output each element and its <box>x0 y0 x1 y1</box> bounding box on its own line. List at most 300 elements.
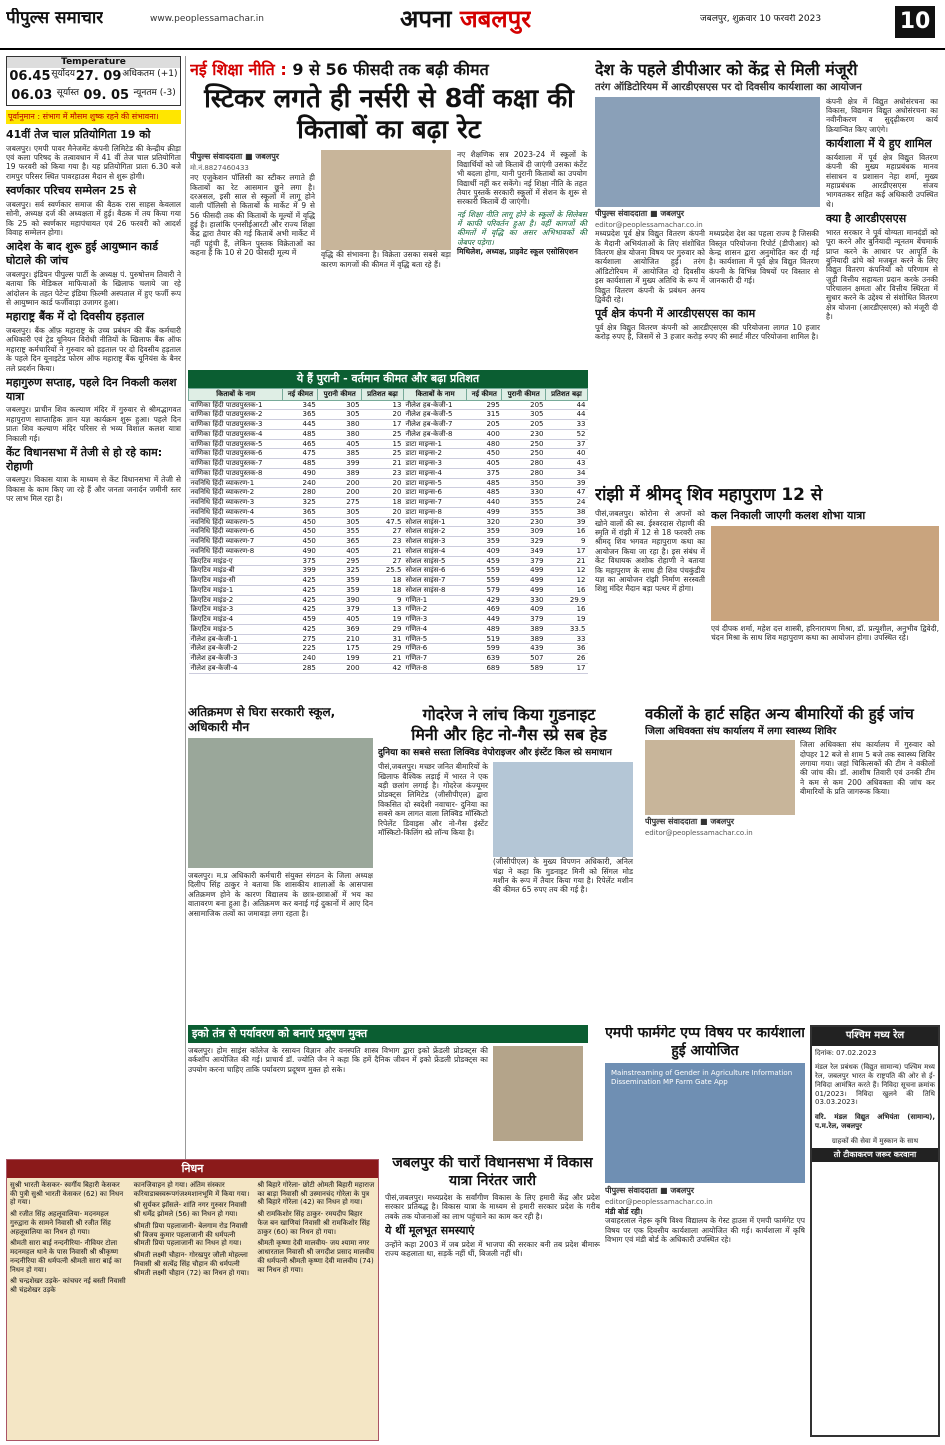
table-cell: 47 <box>546 488 588 498</box>
table-cell: 295 <box>318 556 362 566</box>
table-cell: 379 <box>318 605 362 615</box>
sunset-time: 06.03 <box>11 87 53 103</box>
table-cell: 250 <box>502 449 546 459</box>
notice-body: मंडल रेल प्रबंधक (विद्युत सामान्य) पश्चिम मध्य रेल, जबलपुर भारत के राष्ट्रपति की ओर से ई-निविदा आमंत्रित करते हैं। निविदा सूचना क्रमांक 01/2023। निविदा खुलने की तिथि 03.03.2023। <box>815 1063 935 1107</box>
table-cell: 450 <box>283 537 318 547</box>
table-cell: क्रिएटिव माइंड-5 <box>189 624 283 634</box>
table-cell: 375 <box>283 556 318 566</box>
table-cell: 19 <box>362 615 404 625</box>
table-cell: 329 <box>502 537 546 547</box>
article-text: नए एजुकेशन पॉलिसी का स्टीकर लगाते ही किताबों का रेट आसमान छूने लगा है। दरअसल, इसी साल से स्कूलों में लागू होने वाली पॉलिसी से किताबों के मार्केट में 9 से 56 फीसदी तक की किताबों के मूल्यों में वृद्धि हुई है। हालांकि एनसीईआरटी और राज्य शिक्षा केंद्र द्वारा तैयार की गई किताबें अभी मार्केट में नहीं पहुंची हैं, लेकिन पुस्तक विक्रेताओं का कहना है कि 10 से 20 फीसदी मूल्य में <box>190 173 315 258</box>
table-cell: 589 <box>502 663 546 673</box>
table-cell: 379 <box>502 556 546 566</box>
table-cell: 199 <box>318 654 362 664</box>
school-photo <box>188 738 373 868</box>
table-cell: 465 <box>283 439 318 449</box>
table-cell: 305 <box>318 517 362 527</box>
vikas-headline[interactable]: जबलपुर की चारों विधानसभा में विकास यात्रा निरंतर जारी <box>392 1155 593 1189</box>
obituary-item: श्रीमती कृष्णा देवी मालवीय- जय श्यामा नगर आधारताल निवासी श्री जगदीश प्रसाद मालवीय की धर्मपत्नी श्रीमती कृष्णा देवी मालवीय (74) का निधन हो गया। <box>257 1239 375 1274</box>
table-cell: 425 <box>283 595 318 605</box>
table-cell: 44 <box>546 400 588 410</box>
article-text: जिला अधिवक्ता संघ कार्यालय में गुरुवार को दोपहर 12 बजे से शाम 5 बजे तक स्वास्थ्य शिविर लगाया गया। जहां चिकित्सकों की टीम ने वकीलों की जांच की। डॉ. आशीष तिवारी एवं उनकी टीम ने कम से कम 200 अधिवक्ता की जांच कर बीमारियों के प्रति जागरूक किया। <box>800 740 935 797</box>
table-row <box>189 410 588 420</box>
railway-notice <box>810 1025 940 1437</box>
vikas-story <box>385 1155 600 1437</box>
obituary-item: श्री चन्द्रशेखर उड़के- कांचघर नई बस्ती निवासी श्री चंद्रशेखर उड़के <box>10 1277 126 1294</box>
article-text: मध्यप्रदेश देश का पहला राज्य है जिसकी विस्तृत परियोजना रिपोर्ट (डीपीआर) को केन्द्र शासन द्वारा अनुमोदित कर दी गई है। कार्यशाला में पूर्व क्षेत्र विद्युत वितरण कंपनी के विभिन्न विषयों पर विस्तार से जानकारी दी गई। <box>709 229 819 286</box>
lead-story <box>190 60 588 370</box>
table-cell: डाटा माइन्स-2 <box>403 449 466 459</box>
obituary-item: श्रीमती लक्ष्मी चौहान- गोरखपुर जौली मोहल्ला निवासी श्री सत्येंद्र सिंह चौहान की धर्मपत्नी श्रीमती लक्ष्मी चौहान (72) का निधन हो गया। <box>133 1251 249 1277</box>
table-cell: सोशल साइंस-5 <box>403 556 466 566</box>
table-cell: 380 <box>318 420 362 430</box>
table-cell: 389 <box>502 624 546 634</box>
table-cell: 33 <box>546 420 588 430</box>
table-cell: 330 <box>502 595 546 605</box>
table-header: किताबों के नाम <box>189 388 283 400</box>
table-cell: 405 <box>318 615 362 625</box>
table-cell: वाणिका हिंदी पाठ्यपुस्तक-2 <box>189 410 283 420</box>
table-header: प्रतिशत बढ़ा <box>546 388 588 400</box>
table-cell: 409 <box>467 546 502 556</box>
table-cell: 345 <box>283 400 318 410</box>
story-body: जबलपुर। एमपी पावर मैनेजमेंट कंपनी लिमिटेड की केन्द्रीय क्रीड़ा एवं कला परिषद के तत्वावधान में 41 वीं तेज चाल प्रतियोगिता 19 फरवरी को किया गया है। यह प्रतियोगिता प्रातः 6.30 बजे रामपुर परिसर स्थित पावरहाउस मैदान से शुरू होगी। <box>6 143 181 181</box>
table-cell: 240 <box>283 478 318 488</box>
godrej-headline-1[interactable]: गोदरेज ने लांच किया गुडनाइट <box>422 705 596 724</box>
table-row <box>189 595 588 605</box>
table-cell: 375 <box>467 468 502 478</box>
table-cell: 499 <box>502 566 546 576</box>
workshop-photo <box>493 1046 583 1141</box>
table-cell: 39 <box>546 517 588 527</box>
table-cell: 26 <box>546 654 588 664</box>
table-cell: 13 <box>362 400 404 410</box>
table-row <box>189 517 588 527</box>
table-row <box>189 663 588 673</box>
email[interactable]: editor@peoplessamachar.co.in <box>645 829 753 838</box>
table-cell: 350 <box>502 478 546 488</box>
table-cell: 305 <box>502 410 546 420</box>
table-cell: 200 <box>318 488 362 498</box>
table-cell: 280 <box>502 459 546 469</box>
table-cell: 490 <box>283 546 318 556</box>
table-row <box>189 634 588 644</box>
table-cell: 17 <box>546 663 588 673</box>
table-cell: 295 <box>467 400 502 410</box>
table-cell: 17 <box>362 420 404 430</box>
product-photo <box>493 762 633 857</box>
table-cell: क्रिएटिव माइंड-3 <box>189 605 283 615</box>
table-cell: गणित-4 <box>403 624 466 634</box>
table-cell: 459 <box>283 615 318 625</box>
table-cell: 390 <box>318 595 362 605</box>
table-cell: क्रिएटिव माइंड-ए <box>189 556 283 566</box>
table-cell: 12 <box>546 576 588 586</box>
table-cell: गणित-6 <box>403 644 466 654</box>
table-cell: 380 <box>318 429 362 439</box>
dpr-headline[interactable]: देश के पहले डीपीआर को केंद्र से मिली मंजूरी <box>595 60 858 79</box>
table-cell: 480 <box>467 439 502 449</box>
godrej-story <box>378 705 640 1020</box>
table-cell: नवनिधि हिंदी व्याकरण-3 <box>189 498 283 508</box>
table-row <box>189 468 588 478</box>
price-table-title: ये हैं पुरानी - वर्तमान कीमत और बढ़ा प्रतिशत <box>188 370 588 388</box>
table-cell: 24 <box>546 498 588 508</box>
table-cell: 405 <box>318 546 362 556</box>
table-cell: गणित-8 <box>403 663 466 673</box>
table-cell: 405 <box>467 459 502 469</box>
table-cell: 29 <box>362 624 404 634</box>
notice-tagline: तो टीकाकरण जरूर करवाना <box>812 1148 938 1162</box>
obituary-item: श्री रजीत सिंह अहलूवालिया- मदनमहल गुरुद्वारा के सामने निवासी श्री रजीत सिंह अहलूवालिया का निधन हो गया। <box>10 1210 111 1236</box>
workshop-photo <box>595 97 820 207</box>
obituary-title: निधन <box>7 1160 378 1178</box>
table-cell: डाटा माइन्स-8 <box>403 507 466 517</box>
table-cell: 355 <box>502 507 546 517</box>
table-cell: 365 <box>318 537 362 547</box>
table-cell: 21 <box>362 654 404 664</box>
table-cell: क्रिएटिव माइंड-सी <box>189 576 283 586</box>
table-cell: 20 <box>362 410 404 420</box>
table-row <box>189 624 588 634</box>
table-cell: 31 <box>362 634 404 644</box>
weather-row-sunrise <box>7 68 180 86</box>
article-text: जवाहरलाल नेहरू कृषि विश्व विद्यालय के गेस्ट हाउस में एमपी फार्मगेट एप विषय पर एक दिवसीय कार्यशाला आयोजित की गई। कार्यशाला में कृषि विभाग एवं मंडी बोर्ड के अधिकारी उपस्थित रहे। <box>605 1216 805 1244</box>
health-subhead: जिला अधिवक्ता संघ कार्यालय में लगा स्वास्थ्य शिविर <box>645 725 837 737</box>
newspaper-logo[interactable]: पीपुल्स समाचार <box>6 8 104 28</box>
shivpuran-headline[interactable]: रांझी में श्रीमद् शिव महापुराण 12 से <box>595 485 823 505</box>
story-body: जबलपुर। प्राचीन शिव कल्याण मंदिर में गुरुवार से श्रीमद्भागवत महापुराण साप्ताहिक ज्ञान यज्ञ कार्यक्रम शुरू हुआ। पहले दिन प्रातः शिव कल्याण मंदिर परिसर से भव्य विशाल कलश यात्रा निकाली गई। <box>6 405 181 443</box>
story-body: जबलपुर। सर्व स्वर्णकार समाज की बैठक रास साहस केवलाल सोनी, अध्यक्ष दर्ज की अध्यक्षता में हुई। बैठक में तय किया गया कि 25 को स्वर्णकार महापंचायत एवं 26 फरवरी को आदर्श विवाह सम्मेलन होगा। <box>6 199 181 237</box>
table-cell: 325 <box>318 566 362 576</box>
table-cell: 439 <box>502 644 546 654</box>
table-row <box>189 429 588 439</box>
table-cell: नवनिधि हिंदी व्याकरण-2 <box>189 488 283 498</box>
shivpuran-subhead: कल निकाली जाएगी कलश शोभा यात्रा <box>711 509 866 523</box>
table-cell: क्रिएटिव माइंड-2 <box>189 595 283 605</box>
table-cell: 599 <box>467 644 502 654</box>
table-cell: 40 <box>546 449 588 459</box>
table-cell: नीलेश हब-केजी-8 <box>403 429 466 439</box>
weather-title: Temperature <box>7 57 180 68</box>
article-text: जबलपुर। होम साइंस कॉलेज के रसायन विज्ञान और वनस्पति शास्त्र विभाग द्वारा इको फ्रेंडली प्रोडक्ट्स की वर्कशॉप आयोजित की गई। प्राचार्य डॉ. ज्योति जैन ने कहा कि हमें दैनिक जीवन में इको फ्रेंडली प्रोडक्ट्स का उपयोग करना चाहिए ताकि पर्यावरण प्रदूषण मुक्त हो सके। <box>188 1045 488 1074</box>
farmgate-headline[interactable]: एमपी फार्मगेट एप्प विषय पर कार्यशाला हुई आयोजित <box>605 1025 805 1059</box>
table-cell: 425 <box>283 605 318 615</box>
table-header: नई कीमत <box>467 388 502 400</box>
page-number: 10 <box>895 6 935 38</box>
table-cell: 19 <box>546 615 588 625</box>
lead-kicker: नई शिक्षा नीति : 9 से 56 फीसदी तक बढ़ी कीमत <box>190 60 489 79</box>
table-cell: नीलेश हब-केजी-4 <box>189 663 283 673</box>
table-cell: 689 <box>467 663 502 673</box>
section-name: जबलपुर <box>459 5 532 33</box>
article-text: (जीसीपीएल) के मुख्य विपणन अधिकारी, अनिल चंद्रा ने कहा कि गुडनाइट मिनी को सिंगल मोड मशीन के रूप में तैयार किया गया है। रिपेलेंट मशीन की कीमत 65 रुपए तय की गई है। <box>493 857 633 895</box>
table-cell: वाणिका हिंदी पाठ्यपुस्तक-4 <box>189 429 283 439</box>
table-cell: 485 <box>467 478 502 488</box>
min-label: न्यूनतम (-3) <box>133 87 176 98</box>
table-cell: नीलेश हब-केजी-5 <box>403 410 466 420</box>
sunrise-label: सूर्योदय <box>51 69 75 80</box>
table-cell: 33.5 <box>546 624 588 634</box>
table-cell: 459 <box>467 556 502 566</box>
table-row <box>189 585 588 595</box>
mobile-number: मो.नं.8827460433 <box>190 164 249 173</box>
table-cell: डाटा माइन्स-1 <box>403 439 466 449</box>
table-cell: 485 <box>283 429 318 439</box>
farmgate-photo <box>605 1063 805 1183</box>
table-cell: 25.5 <box>362 566 404 576</box>
section-prefix: अपना <box>400 5 452 33</box>
weather-forecast: पूर्वानुमान : संभाग में मौसम शुष्क रहने की संभावना। <box>6 110 181 124</box>
table-cell: डाटा माइन्स-7 <box>403 498 466 508</box>
obituary-list <box>7 1178 378 1298</box>
article-text: पीसं,जबलपुर। मच्छर जनित बीमारियों के खिलाफ वैश्विक लड़ाई में भारत ने एक बड़ी छलांग लगाई है। गोदरेज कंज्यूमर प्रोडक्ट्स लिमिटेड (जीसीपीएल) द्वारा विकसित दो स्वदेशी नवाचार- दुनिया का सबसे कम लागत वाला लिक्विड मॉस्किटो रिपेलेंट डिवाइस और नो-गैस इंस्टेंट मॉस्किटो-किलिंग स्प्रे लॉन्च किया है। <box>378 762 488 837</box>
table-cell: डाटा माइन्स-5 <box>403 478 466 488</box>
obituary-item: श्री बिहारे गोरेला- छोटी ओमती बिहारी महाराज का बाड़ा निवासी श्री उस्मानचंद गोरेला के पुत्र श्री बिहारे गोरेला (42) का निधन हो गया। <box>257 1180 375 1207</box>
table-row <box>189 507 588 517</box>
story-title[interactable]: स्वर्णकार परिचय सम्मेलन 25 से <box>6 184 137 197</box>
website-url[interactable]: www.peoplessamachar.in <box>150 14 264 24</box>
table-cell: 29.9 <box>546 595 588 605</box>
table-cell: 365 <box>283 410 318 420</box>
article-text: उन्होंने कहा 2003 में जब प्रदेश में भाजपा की सरकार बनी तब प्रदेश बीमारू राज्य कहलाता था, सड़कें नहीं थीं, बिजली नहीं थी। <box>385 1239 600 1259</box>
table-cell: 205 <box>502 420 546 430</box>
table-cell: 355 <box>502 498 546 508</box>
table-cell: 52 <box>546 429 588 439</box>
table-cell: 405 <box>318 439 362 449</box>
table-cell: 175 <box>318 644 362 654</box>
dpr-subsection: पूर्व क्षेत्र कंपनी में आरडीएसएस का काम <box>595 307 756 321</box>
table-header: किताबों के नाम <box>403 388 466 400</box>
table-cell: 499 <box>502 576 546 586</box>
table-cell: गणित-2 <box>403 605 466 615</box>
obituary-item: कानजिवाहन हो गया। अंतिम संस्कार करियाडाबस्वरूपगंजश्मशानभूमि में किया गया। <box>133 1180 250 1198</box>
table-cell: नीलेश हब-केजी-1 <box>189 634 283 644</box>
railway-title: पश्चिम मध्य रेल <box>812 1027 938 1046</box>
table-row <box>189 439 588 449</box>
table-cell: 409 <box>502 605 546 615</box>
table-cell: डाटा माइन्स-6 <box>403 488 466 498</box>
table-cell: 25 <box>362 449 404 459</box>
table-cell: 489 <box>467 624 502 634</box>
table-row <box>189 400 588 410</box>
table-cell: 499 <box>502 585 546 595</box>
table-cell: 445 <box>283 420 318 430</box>
table-cell: 20 <box>362 478 404 488</box>
obituary-item: श्री रामकिशोर सिंह ठाकुर- रमयदीप बिहार फेज बन खाणियां निवासी श्री रामकिशोर सिंह ठाकुर (60) का निधन हो गया। <box>257 1210 370 1236</box>
table-cell: 17 <box>546 546 588 556</box>
table-cell: 18 <box>362 576 404 586</box>
article-text: कार्यशाला में पूर्व क्षेत्र विद्युत वितरण कंपनी की मुख्य महाप्रबंधक मानव संसाधन व प्रशासन नेहा शर्मा, मुख्य महाप्रबंधक आरडीएसएस संजय भागवतकर सहित कई अधिकारी उपस्थित थे। <box>826 152 938 209</box>
table-row <box>189 654 588 664</box>
table-cell: 27 <box>362 556 404 566</box>
sunrise-time: 06.45 <box>9 69 51 85</box>
table-cell: 485 <box>283 459 318 469</box>
godrej-headline-2[interactable]: मिनी और हिट नो-गैस स्प्रे सब हेड <box>411 725 607 744</box>
table-cell: 389 <box>502 634 546 644</box>
photo-caption: एवं दीपक शर्मा, महेश दत्त शास्त्री, हरिनारायण मिश्रा, डॉ. प्रत्यूशील, अनुभीव द्विवेदी, चंदन मिश्रा के साथ शिव महापुराण कथा का आयोजन होगा। उपस्थित रहे। <box>711 624 939 643</box>
table-cell: 399 <box>283 566 318 576</box>
table-cell: 359 <box>318 585 362 595</box>
table-cell: सोशल साइंस-2 <box>403 527 466 537</box>
table-cell: 425 <box>283 624 318 634</box>
story-body: जबलपुर। इंडियन पीपुल्स पार्टी के अध्यक्ष पं. पुरुषोत्तम तिवारी ने बताया कि मेडिकल माफियाओं के खिलाफ चलाये जा रहे आंदोलन के तहत पेटेन्ट इंडिया फ़िल्मी अस्पताल में हुए फर्जी रूप से आयुष्मान कार्ड फर्जीवाड़ा उजागर हुआ। <box>6 269 181 307</box>
table-cell: 359 <box>467 537 502 547</box>
dpr-subhead: तरंग ऑडिटोरियम में आरडीएसएस पर दो दिवसीय कार्यशाला का आयोजन <box>595 82 862 93</box>
table-cell: वाणिका हिंदी पाठ्यपुस्तक-6 <box>189 449 283 459</box>
table-cell: 280 <box>283 488 318 498</box>
byline: पीपुल्स संवाददाता ■ जबलपुर <box>605 1186 695 1195</box>
table-cell: नवनिधि हिंदी व्याकरण-5 <box>189 517 283 527</box>
table-row <box>189 576 588 586</box>
table-cell: 305 <box>318 400 362 410</box>
table-cell: 20 <box>362 507 404 517</box>
weather-row-sunset <box>7 87 180 105</box>
table-cell: 499 <box>467 507 502 517</box>
table-cell: 450 <box>283 527 318 537</box>
table-cell: 400 <box>467 429 502 439</box>
obituary-item: श्री सुर्यकर झाँसले- शांति नगर गुरुसर निवासी श्री धर्मेंद्र झोमले (56) का निधन हो गया। <box>133 1201 247 1218</box>
table-cell: सोशल साइंस-1 <box>403 517 466 527</box>
table-cell: 320 <box>467 517 502 527</box>
max-temp: 27. 09 <box>75 69 122 85</box>
email[interactable]: editor@peoplessamachar.co.in <box>595 220 703 229</box>
story-title[interactable]: आदेश के बाद शुरू हुई आयुष्मान कार्ड घोटाले की जांच <box>6 240 159 267</box>
table-cell: 43 <box>546 459 588 469</box>
table-cell: क्रिएटिव माइंड-4 <box>189 615 283 625</box>
table-cell: क्रिएटिव माइंड-बी <box>189 566 283 576</box>
table-header: पुरानी कीमत <box>318 388 362 400</box>
byline: पीपुल्स संवाददाता ■ जबलपुर <box>645 817 735 827</box>
table-cell: 275 <box>283 634 318 644</box>
story-title[interactable]: महाराष्ट्र बैंक में दो दिवसीय हड़ताल <box>6 310 144 324</box>
table-cell: 42 <box>362 663 404 673</box>
table-cell: 450 <box>467 449 502 459</box>
section-title <box>400 4 531 34</box>
eco-headline[interactable]: इको तंत्र से पर्यावरण को बनाएं प्रदूषण मुक्त <box>188 1025 588 1043</box>
table-cell: सोशल साइंस-8 <box>403 585 466 595</box>
table-cell: गणित-1 <box>403 595 466 605</box>
table-cell: 240 <box>283 654 318 664</box>
table-cell: 440 <box>467 498 502 508</box>
price-table <box>188 388 588 674</box>
table-cell: 16 <box>546 585 588 595</box>
table-row <box>189 478 588 488</box>
table-cell: 21 <box>362 546 404 556</box>
table-cell: 29 <box>362 644 404 654</box>
table-cell: 349 <box>502 546 546 556</box>
lead-headline[interactable]: स्टिकर लगते ही नर्सरी से 8वीं कक्षा की किताबों का बढ़ा रेट <box>204 84 574 146</box>
group-photo <box>711 526 939 621</box>
table-cell: 34 <box>546 468 588 478</box>
table-header: पुरानी कीमत <box>502 388 546 400</box>
table-cell: गणित-3 <box>403 615 466 625</box>
table-cell: 305 <box>318 507 362 517</box>
table-header: प्रतिशत बढ़ा <box>362 388 404 400</box>
dpr-story <box>595 60 940 480</box>
story-title[interactable]: केंट विधानसभा में तेजी से हो रहे काम: रोहाणी <box>6 445 163 473</box>
table-cell: 37 <box>546 439 588 449</box>
table-row <box>189 556 588 566</box>
health-story <box>645 705 940 1020</box>
byline: पीपुल्स संवाददाता ■ जबलपुर <box>190 152 280 162</box>
story-title[interactable]: महागुरुण सप्ताह, पहले दिन निकली कलश यात्रा <box>6 375 177 403</box>
table-row <box>189 449 588 459</box>
table-row <box>189 566 588 576</box>
table-cell: 33 <box>546 634 588 644</box>
table-row <box>189 488 588 498</box>
health-headline[interactable]: वकीलों के हार्ट सहित अन्य बीमारियों की हुई जांच <box>645 705 914 723</box>
godrej-subhead: दुनिया का सबसे सस्ता लिक्विड वेपोराइजर और इंस्टेंट किल स्प्रे समाधान <box>378 748 612 758</box>
table-cell: 579 <box>467 585 502 595</box>
story-title[interactable]: 41वीं तेज चाल प्रतियोगिता 19 को <box>6 127 151 141</box>
pull-quote: नई शिक्षा नीति लागू होने के स्कूलों के सिलेबस में काफी परिवर्तन हुआ है। वहीं कागजों की कीमतों में वृद्धि का असर अभिभावकों की जेबपर पड़ेगा। <box>457 209 587 247</box>
table-cell: नवनिधि हिंदी व्याकरण-6 <box>189 527 283 537</box>
table-cell: डाटा माइन्स-4 <box>403 468 466 478</box>
books-photo <box>321 150 451 250</box>
table-cell: 205 <box>502 400 546 410</box>
table-row <box>189 537 588 547</box>
table-row <box>189 546 588 556</box>
shivpuran-story <box>595 485 940 700</box>
table-cell: गणित-7 <box>403 654 466 664</box>
table-cell: 200 <box>318 663 362 673</box>
table-cell: सोशल साइंस-4 <box>403 546 466 556</box>
sunset-label: सूर्यास्त <box>56 87 80 98</box>
table-header: नई कीमत <box>283 388 318 400</box>
table-cell: 21 <box>362 459 404 469</box>
encroachment-headline[interactable]: अतिक्रमण से घिरा सरकारी स्कूल, अधिकारी मौन <box>188 705 336 734</box>
table-cell: 23 <box>362 537 404 547</box>
table-cell: 16 <box>546 527 588 537</box>
table-cell: 13 <box>362 605 404 615</box>
table-cell: 429 <box>467 595 502 605</box>
table-cell: 39 <box>546 478 588 488</box>
max-label: अधिकतम (+1) <box>122 69 178 80</box>
notice-footer: ग्राहकों की सेवा में मुस्कान के साथ <box>831 1136 919 1145</box>
table-row <box>189 459 588 469</box>
table-cell: 250 <box>502 439 546 449</box>
table-cell: 230 <box>502 429 546 439</box>
obituary-box <box>6 1159 379 1441</box>
weather-box <box>6 56 181 106</box>
article-text: जबलपुर। म.प्र अधिकारी कर्मचारी संयुक्त संगठन के जिला अध्यक्ष दिलीप सिंह ठाकुर ने बताया कि शासकीय शालाओं के आसपास अतिक्रमण होने के कारण विद्यालय के छात्र-छात्राओं में भय का वातावरण बना हुआ है। अतिक्रमण कर बनाई गई दुकानों में आए दिन असामाजिक तत्वों का जमावड़ा लगा रहता है। <box>188 871 373 918</box>
email[interactable]: editor@peoplessamachar.co.in <box>605 1198 713 1206</box>
table-cell: 305 <box>318 410 362 420</box>
article-text: भारत सरकार ने पूर्व योग्यता मानदंडों को पूरा करने और बुनियादी न्यूनतम बेंचमार्क प्राप्त करने के आधार पर आपूर्ति के बुनियादी ढांचे को मजबूत करने के लिए विद्युत वितरण कंपनियों को परिणाम से जुड़ी वित्तीय सहायता प्रदान करके उनकी परिचालन क्षमता और वित्तीय स्थिरता में सुधार करने के उद्देश्य से संशोधित वितरण क्षेत्र योजना (आरडीएसएस) को मंजूरी दी है। <box>826 227 938 322</box>
obituary-item: श्रीमती सारा बाई नन्दनीरिया- नीवियर टोला मदनमहल थाने के पास निवासी श्री श्रीकृष्ण नन्दनीरिया की धर्मपत्नी श्रीमती सारा बाई का निधन हो गया। <box>10 1239 122 1274</box>
table-cell: सोशल साइंस-3 <box>403 537 466 547</box>
article-text: वृद्धि की संभावना है। विक्रेता उसका सबसे बड़ा कारण कागजों की कीमत में वृद्धि बता रहे हैं। <box>321 250 451 269</box>
table-cell: 450 <box>283 517 318 527</box>
table-cell: 485 <box>467 488 502 498</box>
price-table-box <box>188 370 588 700</box>
table-row <box>189 420 588 430</box>
table-cell: क्रिएटिव माइंड-1 <box>189 585 283 595</box>
table-cell: 12 <box>546 566 588 576</box>
table-cell: 389 <box>318 468 362 478</box>
table-cell: नीलेश हब-केजी-2 <box>189 644 283 654</box>
dpr-subsection: क्या है आरडीएसएस <box>826 212 907 225</box>
table-cell: 275 <box>318 498 362 508</box>
table-cell: 9 <box>546 537 588 547</box>
article-text: नए शैक्षणिक सत्र 2023-24 में स्कूलों के विद्यार्थियों को जो किताबें दी जाएंगी उसका कंटेंट भी बदला होगा, यानी पुरानी किताबों का उपयोग विद्यार्थी नहीं कर सकेंगे। नई शिक्षा नीति के तहत तैयार पुस्तकें सरकारी स्कूलों में सेशन के शुरू से सरकारी किताबें दी जाएंगी। <box>457 150 587 207</box>
story-body: जबलपुर। बैंक ऑफ़ महाराष्ट्र के उच्च प्रबंधन की बैंक कर्मचारी अधिकारी एवं ट्रेड यूनियन विरोधी नीतियों के खिलाफ बैंक ऑफ महाराष्ट्र कर्मचारियों ने गुरुवार को हड़ताल पर दो दिवसीय हड़ताल के पहले दिन यूनाइटेड फोरम ऑफ महाराष्ट्र बैंक यूनियंस के बैनर तले प्रदर्शन किया। <box>6 326 181 373</box>
table-cell: 230 <box>502 517 546 527</box>
table-cell: 38 <box>546 507 588 517</box>
table-cell: 20 <box>362 488 404 498</box>
obituary-item: सुश्री भारती केसकर- स्वर्गीय बिहारी केसकर की पुत्री सुश्री भारती केसकर (62) का निधन हो गया। <box>10 1180 124 1207</box>
